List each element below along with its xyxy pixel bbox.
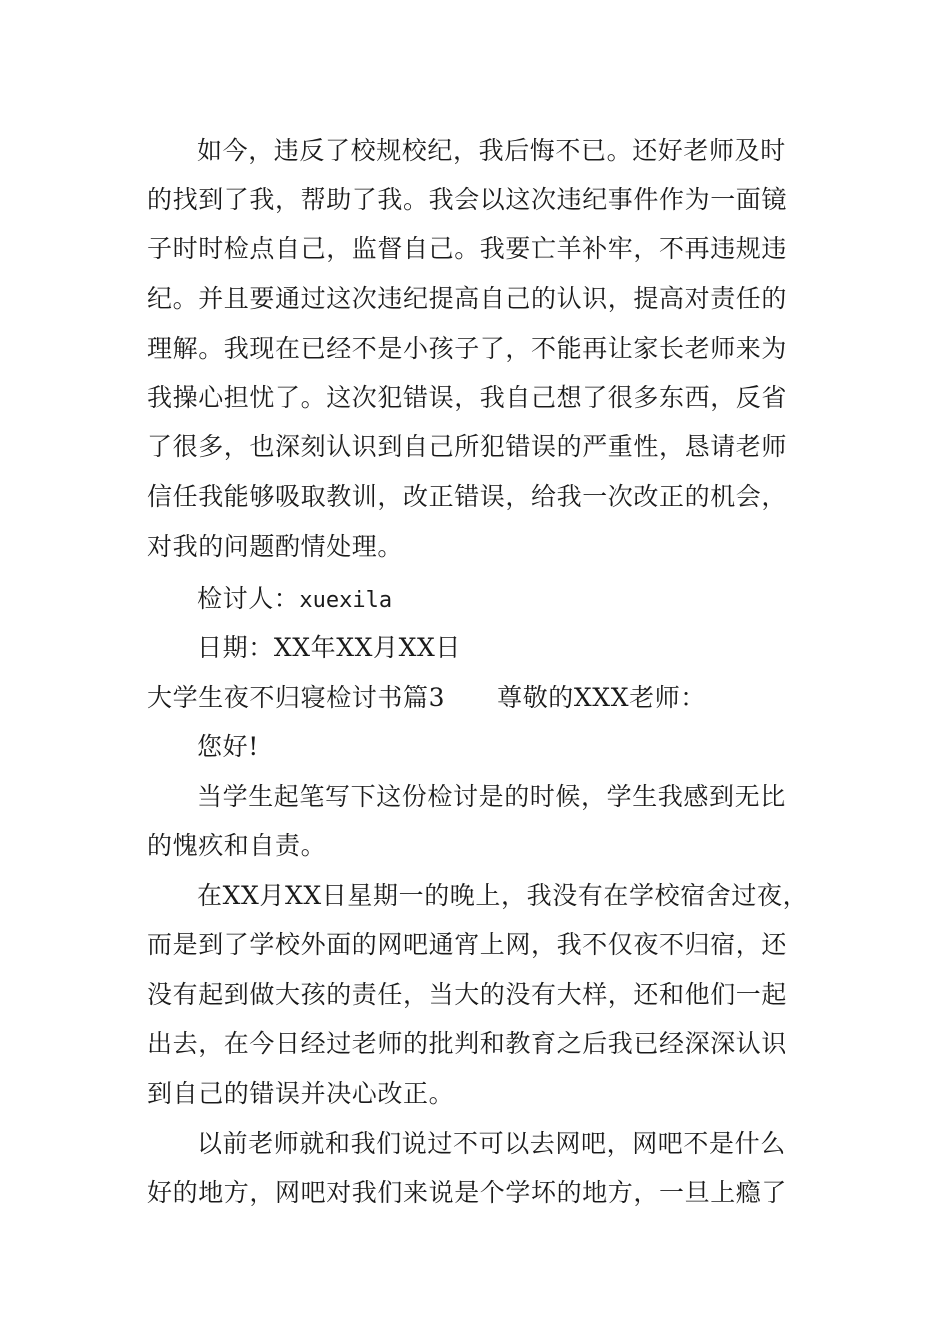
date-label: 日期：	[197, 633, 274, 662]
salutation: 尊敬的XXX老师：	[497, 683, 706, 712]
heading-line	[147, 683, 706, 713]
signer-name: xuexila	[299, 588, 393, 613]
section-heading: 大学生夜不归寝检讨书篇3	[147, 683, 446, 712]
date-line	[197, 633, 461, 663]
paragraph-4-line-1: 以前老师就和我们说过不可以去网吧，网吧不是什么	[197, 1129, 786, 1158]
paragraph-1-line-1: 如今，违反了校规校纪，我后悔不已。还好老师及时	[197, 136, 786, 165]
date-value: XX年XX月XX日	[273, 633, 461, 662]
paragraph-1-line-5: 理解。我现在已经不是小孩子了，不能再让家长老师来为	[147, 334, 788, 363]
signer-label: 检讨人：	[197, 584, 300, 613]
paragraph-3-line-4: 出去，在今日经过老师的批判和教育之后我已经深深认识	[147, 1029, 788, 1058]
paragraph-1-line-4: 纪。并且要通过这次违纪提高自己的认识，提高对责任的	[147, 284, 788, 313]
signer-line	[197, 584, 392, 616]
greeting: 您好!	[197, 732, 259, 761]
paragraph-3-line-2: 而是到了学校外面的网吧通宵上网，我不仅夜不归宿，还	[147, 930, 788, 959]
paragraph-3-line-3: 没有起到做大孩的责任，当大的没有大样，还和他们一起	[147, 980, 788, 1009]
paragraph-4-line-2: 好的地方，网吧对我们来说是个学坏的地方，一旦上瘾了	[147, 1178, 788, 1207]
paragraph-2-line-1: 当学生起笔写下这份检讨是的时候，学生我感到无比	[197, 782, 786, 811]
paragraph-1-line-9: 对我的问题酌情处理。	[147, 532, 404, 561]
paragraph-3-line-5: 到自己的错误并决心改正。	[147, 1079, 455, 1108]
paragraph-1-line-8: 信任我能够吸取教训，改正错误，给我一次改正的机会，	[147, 482, 788, 511]
paragraph-1-line-6: 我操心担忧了。这次犯错误，我自己想了很多东西，反省	[147, 383, 788, 412]
paragraph-1-line-2: 的找到了我，帮助了我。我会以这次违纪事件作为一面镜	[147, 185, 788, 214]
paragraph-1-line-3: 子时时检点自己，监督自己。我要亡羊补牢，不再违规违	[147, 234, 788, 263]
paragraph-1-line-7: 了很多，也深刻认识到自己所犯错误的严重性，恳请老师	[147, 432, 788, 461]
paragraph-3-line-1: 在XX月XX日星期一的晚上，我没有在学校宿舍过夜，	[197, 881, 809, 910]
paragraph-2-line-2: 的愧疚和自责。	[147, 831, 327, 860]
